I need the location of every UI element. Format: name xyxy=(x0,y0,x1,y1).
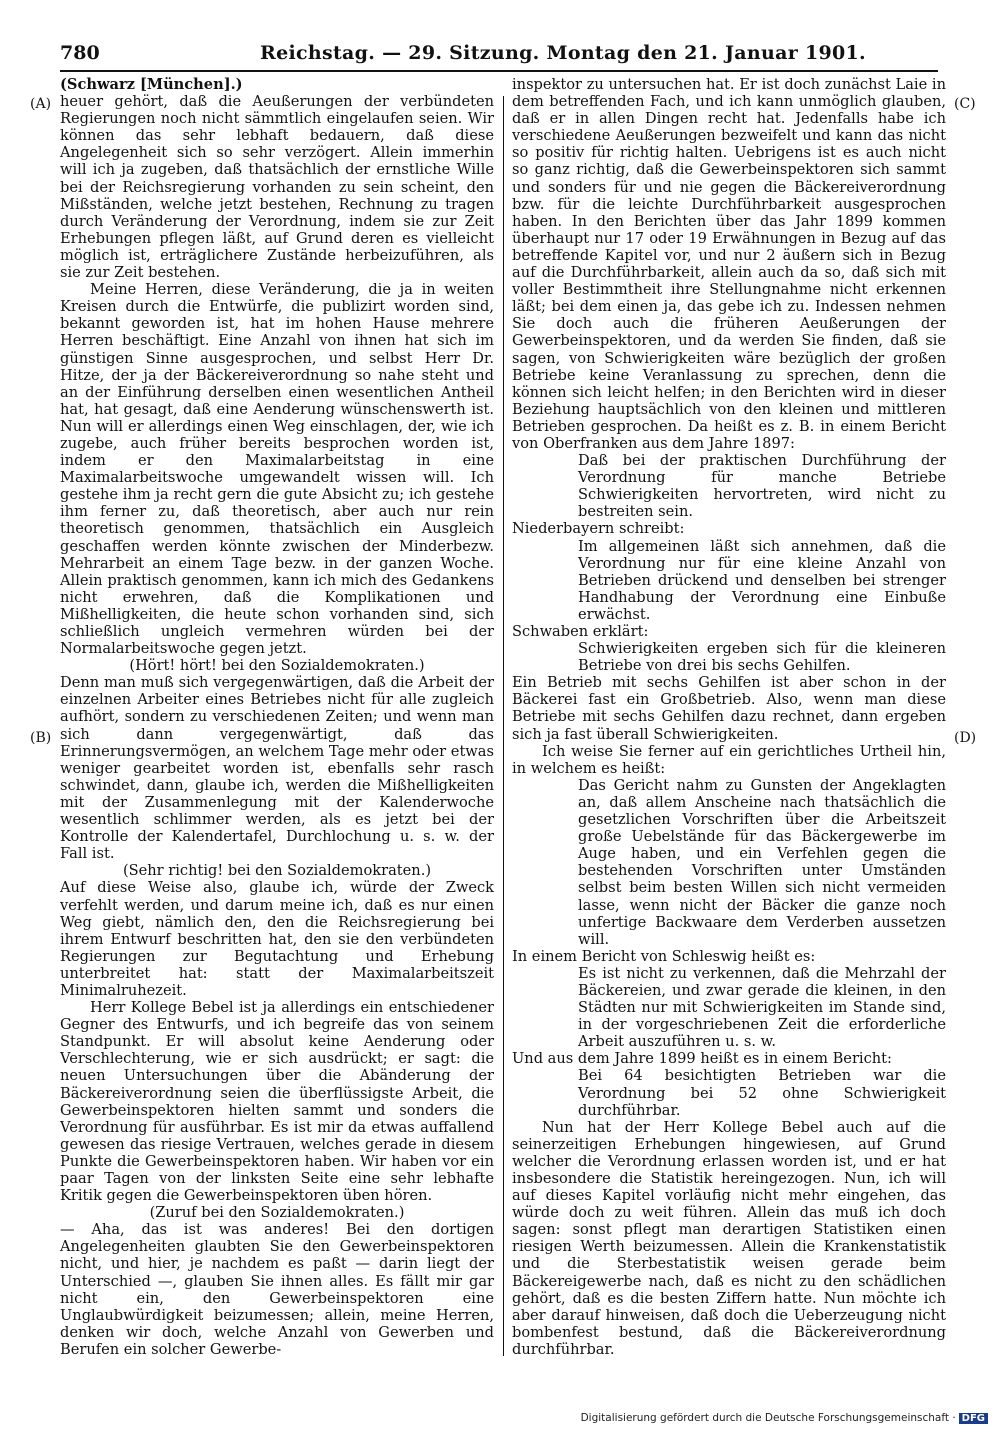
quote-lead: In einem Bericht von Schleswig heißt es: xyxy=(512,947,816,965)
right-column xyxy=(512,76,946,1358)
dfg-logo: DFG xyxy=(959,1413,988,1424)
block-quote: Das Gericht nahm zu Gunsten der Angeklagten an, daß allem Anscheine nach thatsächlich die gesetzlichen Vorschriften über die Arbeitszeit große Uebelstände für das Bäckergewerbe im Auge haben, und ein Verfehlen gegen die bestehenden Vorschriften unter Umständen selbst beim besten Willen sich nicht vermeiden lasse, wenn nicht der Bäcker die ganze noch unfertige Backwaare dem Verderben aussetzen will. xyxy=(578,776,946,948)
block-quote: Es ist nicht zu verkennen, daß die Mehrzahl der Bäckereien, und zwar gerade die kleinen, in den Städten nur mit Schwierigkeiten im Stande sind, in der vorgeschriebenen Zeit die erforderliche Arbeit auszuführen u. s. w. xyxy=(578,964,946,1051)
running-title: Reichstag. — 29. Sitzung. Montag den 21. Januar 1901. xyxy=(260,42,866,64)
block-quote: Bei 64 besichtigten Betrieben war die Verordnung bei 52 ohne Schwierigkeit durchführbar. xyxy=(578,1067,946,1119)
left-column xyxy=(60,76,494,1358)
margin-marker-d: (D) xyxy=(954,730,977,746)
speaker-label: (Schwarz [München].) xyxy=(60,76,243,93)
digitization-credit xyxy=(581,1412,988,1424)
interjection: (Hört! hört! bei den Sozialdemokraten.) xyxy=(129,657,425,675)
paragraph: Nun hat der Herr Kollege Bebel auch auf die seinerzeitigen Erhebungen hingewiesen, auf Grund welcher die Verordnung erlassen worden ist, und er hat insbesondere die Statistik hereingezogen. Nun, ich will auf dieses Kapitel vorläufig nicht mehr eingehen, das würde doch zu weit führen. Allein das muß ich doch sagen: sonst pflegt man derartigen Statistiken einen riesigen Werth beizumessen. Allein die Krankenstatistik und die Sterbestatistik weisen gerade beim Bäckereigewerbe nach, daß es nicht zu den schädlichen gehört, daß es die besten Ziffern hatte. Nun möchte ich aber darauf hinweisen, daß doch die Ueberzeugung nicht bombenfest bestund, daß die Bäckereiverordnung durchführbar. xyxy=(512,1118,946,1358)
paragraph: Denn man muß sich vergegenwärtigen, daß die Arbeit der einzelnen Arbeiter eines Betriebes nicht für alle zugleich aufhört, sondern zu verschiedenen Zeiten; und wenn man sich dann vergegenwärtigt, daß das Erinnerungsvermögen, an welchem Tage mehr oder etwas weniger gearbeitet worden ist, ebenfalls sehr rasch schwindet, dann, glaube ich, werden die Mißhelligkeiten mit der Zusammenlegung mit der Kalenderwoche wesentlich schlimmer werden, als es jetzt bei der Kontrolle der Kalendertafel, Durchlochung u. s. w. der Fall ist. xyxy=(60,674,494,863)
quote-lead: Niederbayern schreibt: xyxy=(512,520,685,538)
page-number: 780 xyxy=(60,42,100,64)
paragraph: Auf diese Weise also, glaube ich, würde der Zweck verfehlt werden, und darum meine ich, daß es nur einen Weg giebt, nämlich den, den die Reichsregierung bei ihrem Entwurf beschritten hat, den sie den verbündeten Regierungen zur Begutachtung und Erhebung unterbreitet hat: statt der Maximalarbeitszeit Minimalruhezeit. xyxy=(60,879,494,999)
block-quote: Daß bei der praktischen Durchführung der Verordnung für manche Betriebe Schwierigkeiten hervortreten, wird nicht zu bestreiten sein. xyxy=(578,452,946,521)
paragraph: Ein Betrieb mit sechs Gehilfen ist aber schon in der Bäckerei fast ein Großbetrieb. Also, wenn man diese Betriebe mit sechs Gehilfen dazu rechnet, dann ergeben sich ja fast überall Schwierigkeiten. xyxy=(512,674,946,743)
margin-marker-b: (B) xyxy=(30,730,52,746)
paragraph: Ich weise Sie ferner auf ein gerichtliches Urtheil hin, in welchem es heißt: xyxy=(512,742,946,777)
paragraph: — Aha, das ist was anderes! Bei den dortigen Angelegenheiten glaubten Sie den Gewerbeinspektoren nicht, und hier, je nachdem es paßt — darin liegt der Unterschied —, glauben Sie ihnen alles. Es fällt mir gar nicht ein, den Gewerbeinspektoren eine Unglaubwürdigkeit beizumessen; allein, meine Herren, denken wir doch, welche Anzahl von Gewerben und Berufen ein solcher Gewerbe- xyxy=(60,1221,494,1358)
margin-marker-a: (A) xyxy=(30,96,52,112)
page-header xyxy=(60,42,938,72)
block-quote: Schwierigkeiten ergeben sich für die kleineren Betriebe von drei bis sechs Gehilfen. xyxy=(578,640,946,675)
paragraph: inspektor zu untersuchen hat. Er ist doch zunächst Laie in dem betreffenden Fach, und ich kann unmöglich glauben, daß er in allen Dingen recht hat. Jedenfalls habe ich verschiedene Aeußerungen bezweifelt und kann das nicht so positiv für richtig halten. Uebrigens ist es auch nicht so ganz richtig, daß die Gewerbeinspektoren sich sammt und sonders für und nie gegen die Bäckereiverordnung bzw. für die leichte Durchführbarkeit ausgesprochen haben. In den Berichten über das Jahr 1899 kommen überhaupt nur 17 oder 19 Erwähnungen in Bezug auf das betreffende Kapitel vor, und nur 2 äußern sich in Bezug auf die Durchführbarkeit, allein auch da so, daß sich mit voller Bestimmtheit ihre Stellungnahme nicht erkennen läßt; bei dem einen ja, das gebe ich zu. Indessen nehmen Sie doch auch die früheren Aeußerungen der Gewerbeinspektoren, und da werden Sie finden, daß sie sagen, von Schwierigkeiten wäre bezüglich der großen Betriebe keine Veranlassung zu sprechen, denn die können sich leicht helfen; in den Berichten wird in dieser Beziehung hauptsächlich von den kleinen und mittleren Betrieben gesprochen. Da heißt es z. B. in einem Bericht von Oberfranken aus dem Jahre 1897: xyxy=(512,76,946,452)
margin-marker-c: (C) xyxy=(954,96,976,112)
block-quote: Im allgemeinen läßt sich annehmen, daß die Verordnung nur für eine kleine Anzahl von Betrieben drückend und denselben bei strenger Handhabung der Verordnung eine Einbuße erwächst. xyxy=(578,537,946,623)
column-divider xyxy=(503,96,504,1356)
interjection: (Sehr richtig! bei den Sozialdemokraten.) xyxy=(122,862,432,880)
quote-lead: Schwaben erklärt: xyxy=(512,623,649,640)
credit-text: Digitalisierung gefördert durch die Deutsche Forschungsgemeinschaft · xyxy=(580,1412,956,1424)
paragraph: Herr Kollege Bebel ist ja allerdings ein entschiedener Gegner des Entwurfs, und ich begreife das von seinem Standpunkt. Er will absolut keine Aenderung oder Verschlechterung, wie er sich ausdrückt; er sagt: die neuen Untersuchungen über die Abänderung der Bäckereiverordnung seien die überflüssigste Arbeit, die Gewerbeinspektoren hielten sammt und sonders die Verordnung für ausführbar. Es ist mir da etwas auffallend gewesen das riesige Vertrauen, welches gerade in diesem Punkte die Gewerbeinspektoren haben. Wir haben vor ein paar Tagen von der linksten Seite eine sehr lebhafte Kritik gegen die Gewerbeinspektoren üben hören. xyxy=(60,999,494,1205)
quote-lead: Und aus dem Jahre 1899 heißt es in einem Bericht: xyxy=(512,1050,892,1068)
interjection: (Zuruf bei den Sozialdemokraten.) xyxy=(149,1204,405,1222)
paragraph: Meine Herren, diese Veränderung, die ja in weiten Kreisen durch die Entwürfe, die publizirt worden sind, bekannt geworden ist, hat im hohen Hause mehrere Herren beschäftigt. Eine Anzahl von ihnen hat sich im günstigen Sinne ausgesprochen, und selbst Herr Dr. Hitze, der ja der Bäckereiverordnung so nahe steht und an der Einführung derselben einen wesentlichen Antheil hat, hat gesagt, daß eine Aenderung wünschenswerth ist. Nun will er allerdings einen Weg einschlagen, der, wie ich zugebe, auch früher bereits besprochen worden ist, indem er den Maximalarbeitstag in eine Maximalarbeitswoche umgewandelt wissen will. Ich gestehe ihm ja recht gern die gute Absicht zu; ich gestehe ihm ferner zu, daß theoretisch, aber auch nur rein theoretisch genommen, thatsächlich ein Ausgleich geschaffen werden könnte zwischen der Minderbezw. Mehrarbeit an einem Tage bezw. in der ganzen Woche. Allein praktisch genommen, kann ich mich des Gedankens nicht erwehren, daß die Komplikationen und Mißhelligkeiten, die heute schon vorhanden sind, sich schließlich ungleich vermehren würden bei der Normalarbeitswoche gegen jetzt. xyxy=(60,281,494,658)
paragraph: heuer gehört, daß die Aeußerungen der verbündeten Regierungen noch nicht sämmtlich eingelaufen seien. Wir können das sehr lebhaft bedauern, daß diese Angelegenheit sich so sehr verzögert. Allein immerhin will ich ja zugeben, daß thatsächlich der ernstliche Wille bei der Reichsregierung vorhanden zu sein scheint, den Mißständen, welche jetzt bestehen, Rechnung zu tragen durch Veränderung der Verordnung, indem sie zur Zeit Erhebungen pflegen läßt, auf Grund deren es vielleicht möglich ist, erträglichere Zustände herbeizuführen, als sie zur Zeit bestehen. xyxy=(60,93,494,282)
